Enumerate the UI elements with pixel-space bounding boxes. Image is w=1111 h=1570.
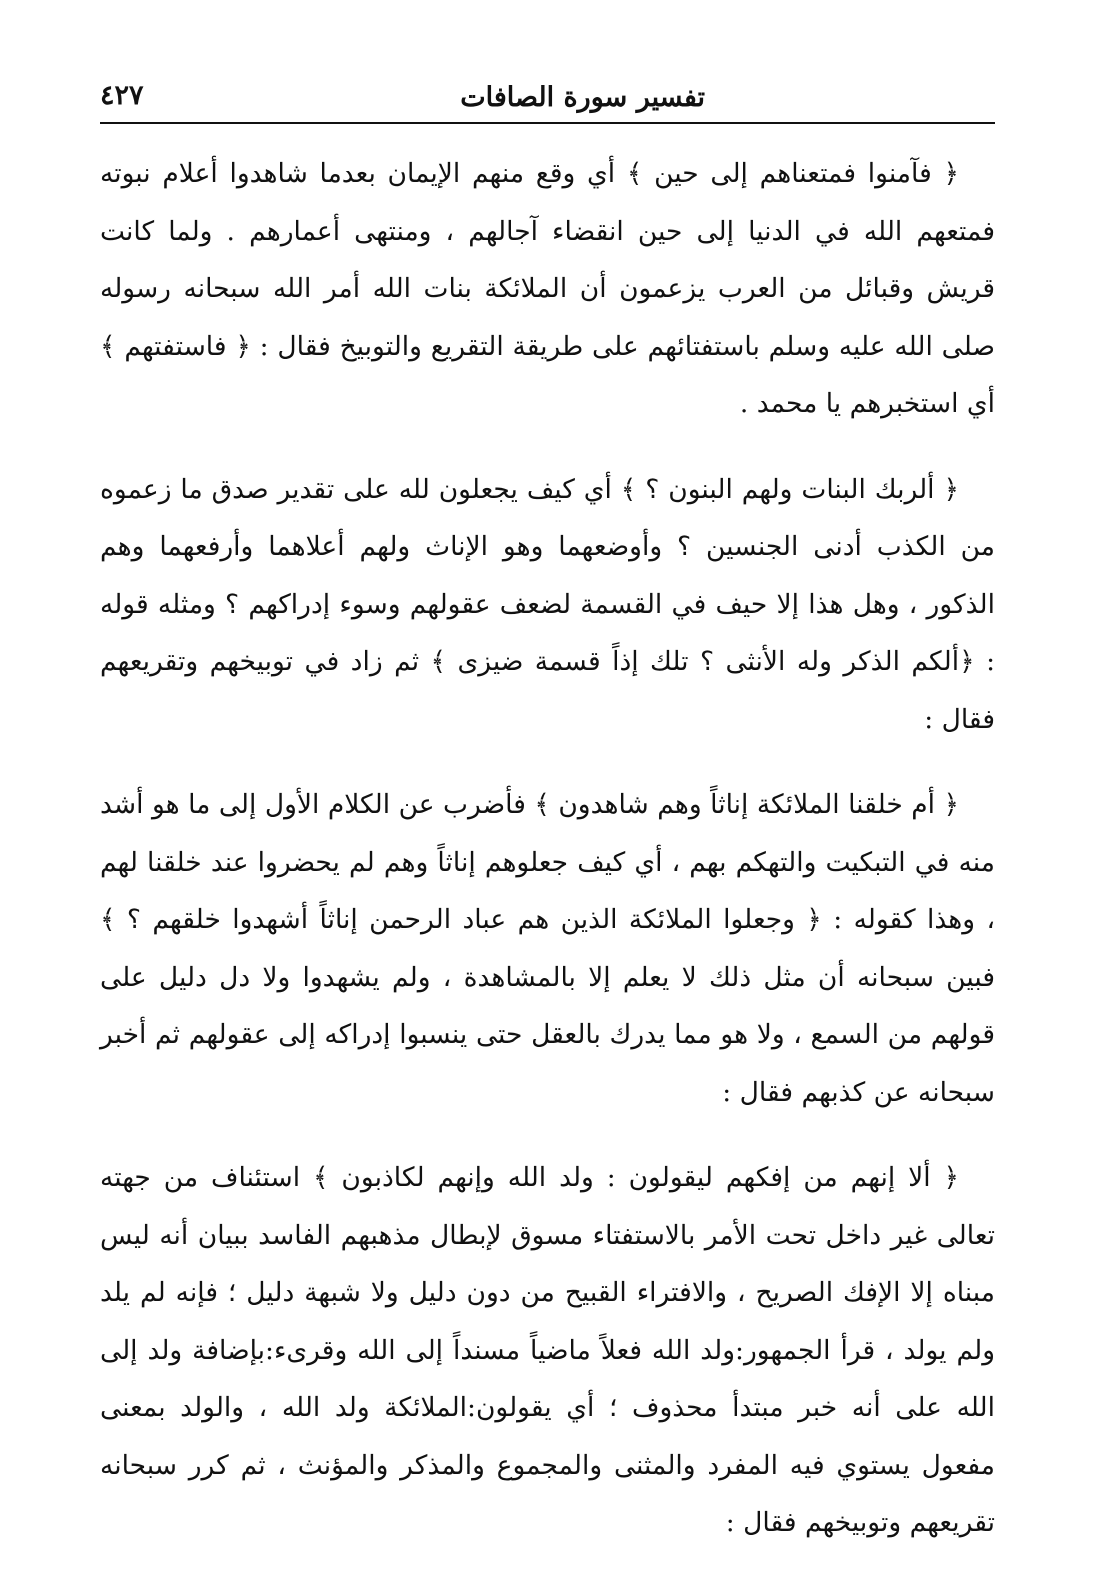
paragraph: ﴿ ألربك البنات ولهم البنون ؟ ﴾ أي كيف يجعلون لله على تقدير صدق ما زعموه من الكذب أدنى الجنسين ؟ وأوضعهما وهو الإناث ولهم أعلاهما وأرفعهما وهم الذكور ، وهل هذا إلا حيف في القسمة لضعف عقولهم وسوء إدراكهم ؟ ومثله قوله : ﴿ألكم الذكر وله الأنثى ؟ تلك إذاً قسمة ضيزى ﴾ ثم زاد في توبيخهم وتقريعهم فقال : [100,473,995,735]
page-header [100,72,995,124]
paragraph: ﴿ ألا إنهم من إفكهم ليقولون : ولد الله وإنهم لكاذبون ﴾ استئناف من جهته تعالى غير داخل تحت الأمر بالاستفتاء مسوق لإبطال مذهبهم الفاسد ببيان أنه ليس مبناه إلا الإفك الصريح ، والافتراء القبيح من دون دليل ولا شبهة دليل ؛ فإنه لم يلد ولم يولد ، قرأ الجمهور:ولد الله فعلاً ماضياً مسنداً إلى الله وقرىء:بإضافة ولد إلى الله على أنه خبر مبتدأ محذوف ؛ أي يقولون:الملائكة ولد الله ، والولد بمعنى مفعول يستوي فيه المفرد والمثنى والمجموع والمذكر والمؤنث ، ثم كرر سبحانه تقريعهم وتوبيخهم فقال : [100,1162,995,1538]
page-number: ٤٢٧ [100,80,144,111]
paragraph: ﴿ أم خلقنا الملائكة إناثاً وهم شاهدون ﴾ فأضرب عن الكلام الأول إلى ما هو أشد منه في التبكيت والتهكم بهم ، أي كيف جعلوهم إناثاً وهم لم يحضروا عند خلقنا لهم ، وهذا كقوله : ﴿ وجعلوا الملائكة الذين هم عباد الرحمن إناثاً أشهدوا خلقهم ؟ ﴾ فبين سبحانه أن مثل ذلك لا يعلم إلا بالمشاهدة ، ولم يشهدوا ولا دل دليل على قولهم من السمع ، ولا هو مما يدرك بالعقل حتى ينسبوا إدراكه إلى عقولهم ثم أخبر سبحانه عن كذبهم فقال : [100,789,995,1108]
running-title: تفسير سورة الصافات [460,82,705,113]
paragraph: ﴿ فآمنوا فمتعناهم إلى حين ﴾ أي وقع منهم الإيمان بعدما شاهدوا أعلام نبوته فمتعهم الله في الدنيا إلى حين انقضاء آجالهم ، ومنتهى أعمارهم . ولما كانت قريش وقبائل من العرب يزعمون أن الملائكة بنات الله أمر الله سبحانه رسوله صلى الله عليه وسلم باستفتائهم على طريقة التقريع والتوبيخ فقال : ﴿ فاستفتهم ﴾ أي استخبرهم يا محمد . [100,158,995,419]
body-text [100,145,995,1552]
